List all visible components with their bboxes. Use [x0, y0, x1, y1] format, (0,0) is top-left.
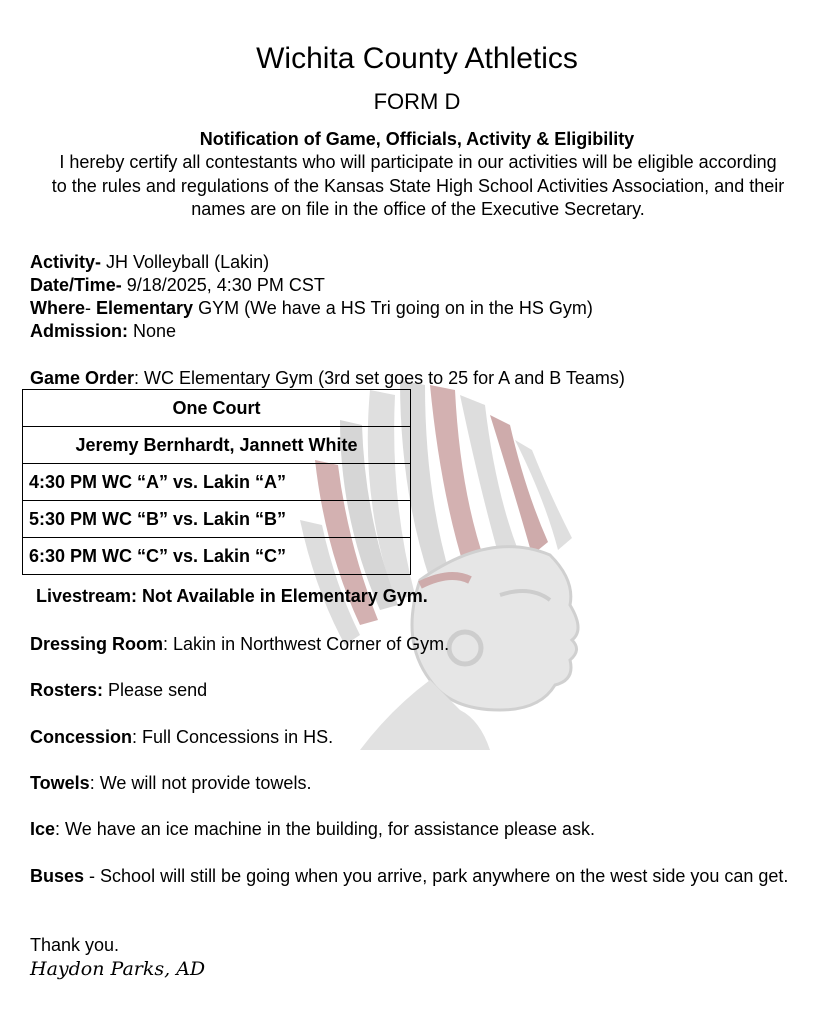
- game-order-value: : WC Elementary Gym (3rd set goes to 25 for A and B Teams): [134, 368, 625, 388]
- livestream-note: Livestream: Not Available in Elementary Gym.: [36, 586, 428, 606]
- game-cell: 6:30 PM WC “C” vs. Lakin “C”: [23, 538, 411, 575]
- concession-label: Concession: [30, 727, 133, 747]
- rosters-value: Please send: [103, 680, 208, 700]
- form-name: FORM D: [373, 89, 461, 114]
- admission-line: [30, 320, 593, 343]
- datetime-label: Date/Time-: [30, 275, 122, 295]
- activity-value: JH Volleyball (Lakin): [101, 252, 270, 272]
- game-cell: 4:30 PM WC “A” vs. Lakin “A”: [23, 464, 411, 501]
- game-order-line: [30, 367, 625, 390]
- table-row: [23, 390, 411, 427]
- where-bold: Elementary: [96, 298, 194, 318]
- ice-line: [30, 818, 810, 841]
- admission-label: Admission:: [30, 321, 129, 341]
- dressing-room-line: [30, 633, 810, 656]
- table-row: [23, 538, 411, 575]
- game-cell: 5:30 PM WC “B” vs. Lakin “B”: [23, 501, 411, 538]
- buses-line: [30, 865, 810, 888]
- datetime-value: 9/18/2025, 4:30 PM CST: [121, 275, 325, 295]
- concession-line: [30, 726, 810, 749]
- table-row: [23, 427, 411, 464]
- notification-title: Notification of Game, Officials, Activity & Eligibility: [199, 129, 635, 149]
- concession-value: : Full Concessions in HS.: [132, 727, 334, 747]
- where-sep: -: [85, 298, 97, 318]
- ice-value: : We have an ice machine in the building, for assistance please ask.: [55, 819, 596, 839]
- page-title: Wichita County Athletics: [256, 42, 578, 75]
- event-details: [30, 251, 593, 343]
- towels-label: Towels: [30, 773, 90, 793]
- game-order-label: Game Order: [30, 368, 135, 388]
- towels-value: : We will not provide towels.: [89, 773, 312, 793]
- datetime-line: [30, 274, 593, 297]
- where-value: GYM (We have a HS Tri going on in the HS Gym): [193, 298, 593, 318]
- rosters-label: Rosters:: [30, 680, 104, 700]
- table-row: [23, 501, 411, 538]
- activity-label: Activity-: [30, 252, 102, 272]
- dressing-label: Dressing Room: [30, 634, 164, 654]
- table-row: [23, 464, 411, 501]
- signature: Haydon Parks, AD: [30, 958, 206, 980]
- buses-label: Buses: [30, 866, 85, 886]
- court-cell: One Court: [23, 390, 411, 427]
- ice-label: Ice: [30, 819, 56, 839]
- rosters-line: [30, 679, 810, 702]
- towels-line: [30, 772, 810, 795]
- thank-you: Thank you.: [30, 935, 120, 955]
- officials-cell: Jeremy Bernhardt, Jannett White: [23, 427, 411, 464]
- admission-value: None: [128, 321, 177, 341]
- dressing-value: : Lakin in Northwest Corner of Gym.: [163, 634, 450, 654]
- certification-text: I hereby certify all contestants who will participate in our activities will be eligible according to the rules and regulations of the Kansas State High School Activities Association, and their names are on file in the office of the Executive Secretary.: [51, 152, 785, 219]
- where-line: [30, 297, 593, 320]
- where-label: Where: [30, 298, 86, 318]
- activity-line: [30, 251, 593, 274]
- buses-value: - School will still be going when you arrive, park anywhere on the west side you can get.: [84, 866, 789, 886]
- game-schedule-table: [22, 389, 411, 575]
